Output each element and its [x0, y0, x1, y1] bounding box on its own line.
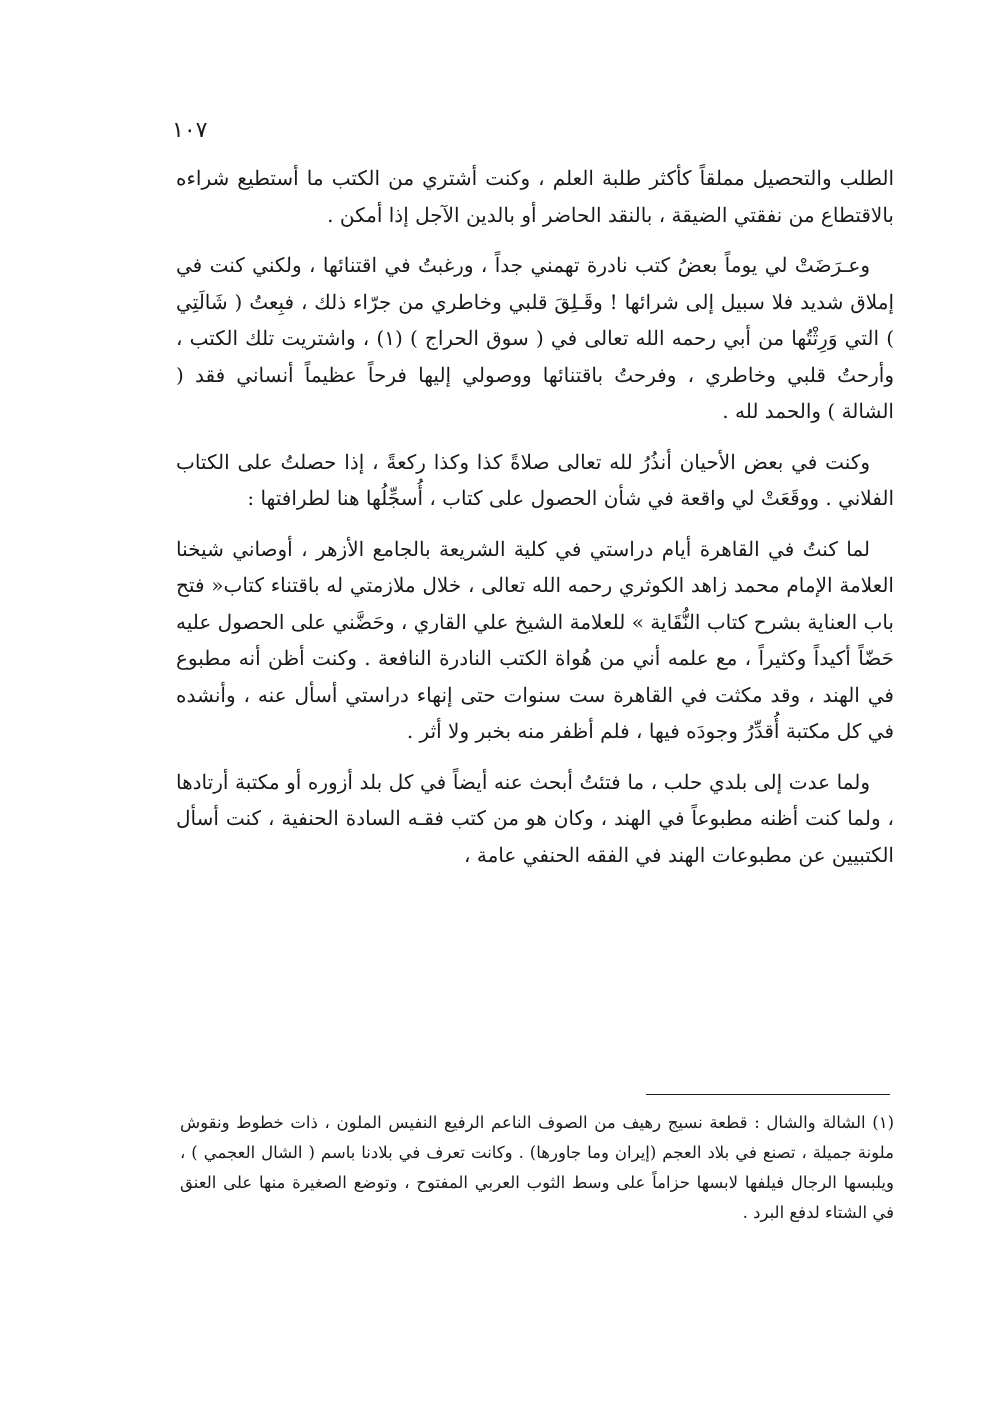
- footnotes: [180, 1108, 894, 1228]
- footnote: (١) الشالة والشال : قطعة نسيج رهيف من الصوف الناعم الرفيع النفيس الملون ، ذات خطوط ونقوش ملونة جميلة ، تصنع في بلاد العجم (إيران وما جاورها) . وكانت تعرف في بلادنا باسم ( الشال العجمي ) ، ويلبسها الرجال فيلفها لابسها حزاماً على وسط الثوب العربي المفتوح ، وتوضع الصغيرة منها على العنق في الشتاء لدفع البرد .: [180, 1113, 894, 1222]
- page-number: ١٠٧: [172, 118, 208, 143]
- footnote-divider: [646, 1094, 890, 1095]
- paragraph: وعـرَضَتْ لي يوماً بعضُ كتب نادرة تهمني جداً ، ورغبتُ في اقتنائها ، ولكني كنت في إملاق شديد فلا سبيل إلى شرائها ! وقَـلِقَ قلبي وخاطري من جرّاء ذلك ، فبِعتُ ( شَالَتِي ) التي وَرِثْتُها من أبي رحمه الله تعالى في ( سوق الحراج ) (١) ، واشتريت تلك الكتب ، وأرحتُ قلبي وخاطري ، وفرحتُ باقتنائها ووصولي إليها فرحاً عظيماً أنساني فقد ( الشالة ) والحمد لله .: [176, 253, 894, 423]
- paragraph: ولما عدت إلى بلدي حلب ، ما فتئتُ أبحث عنه أيضاً في كل بلد أزوره أو مكتبة أرتادها ، ولما كنت أظنه مطبوعاً في الهند ، وكان هو من كتب فقـه السادة الحنفية ، كنت أسأل الكتبيين عن مطبوعات الهند في الفقه الحنفي عامة ،: [176, 769, 894, 867]
- paragraph: الطلب والتحصيل مملقاً كأكثر طلبة العلم ، وكنت أشتري من الكتب ما أستطيع شراءه بالاقتطاع من نفقتي الضيقة ، بالنقد الحاضر أو بالدين الآجل إذا أمكن .: [176, 166, 894, 227]
- paragraph: لما كنتُ في القاهرة أيام دراستي في كلية الشريعة بالجامع الأزهر ، أوصاني شيخنا العلامة الإمام محمد زاهد الكوثري رحمه الله تعالى ، خلال ملازمتي له باقتناء كتاب« فتح باب العناية بشرح كتاب النُّقَاية » للعلامة الشيخ علي القاري ، وحَضَّني على الحصول عليه حَضّاً أكيداً وكثيراً ، مع علمه أني من هُواة الكتب النادرة النافعة . وكنت أظن أنه مطبوع في الهند ، وقد مكثت في القاهرة ست سنوات حتى إنهاء دراستي أسأل عنه ، وأنشده في كل مكتبة أُقدِّرُ وجودَه فيها ، فلم أظفر منه بخبر ولا أثر .: [176, 536, 894, 743]
- main-text: [176, 160, 894, 887]
- paragraph: وكنت في بعض الأحيان أنذُرُ لله تعالى صلاةً كذا وكذا ركعةً ، إذا حصلتُ على الكتاب الفلاني . ووقَعَتْ لي واقعة في شأن الحصول على كتاب ، أُسجِّلُها هنا لطرافتها :: [176, 449, 894, 510]
